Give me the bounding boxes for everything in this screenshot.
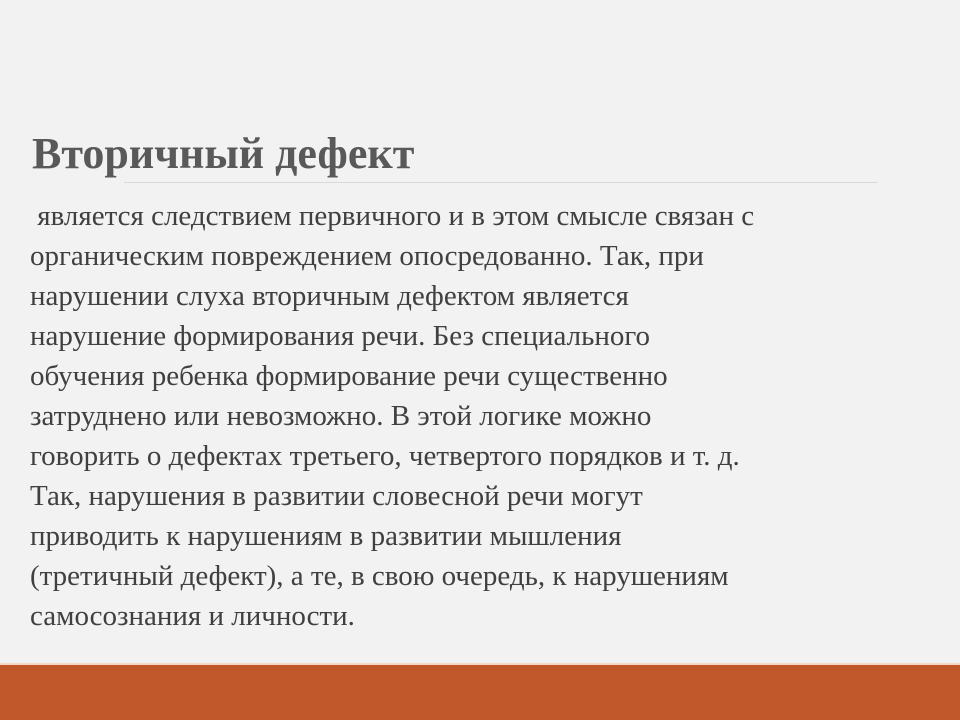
footer-accent-bar [0, 665, 960, 720]
title-underline-divider [124, 182, 878, 183]
slide-body-text: является следствием первичного и в этом смысле связан с органическим повреждением опосредованно. Так, при нарушении слуха вторичным дефектом является нарушение формирования речи. Без специального обучения ребенка формирование речи существенно затруднено или невозможно. В этой логике можно говорить о дефектах третьего, четвертого порядков и т. д. Так, нарушения в развитии словесной речи могут приводить к нарушениям в развитии мышления (третичный дефект), а те, в свою очередь, к нарушениям самосознания и личности. [30, 200, 755, 632]
slide-title: Вторичный дефект [32, 129, 415, 178]
